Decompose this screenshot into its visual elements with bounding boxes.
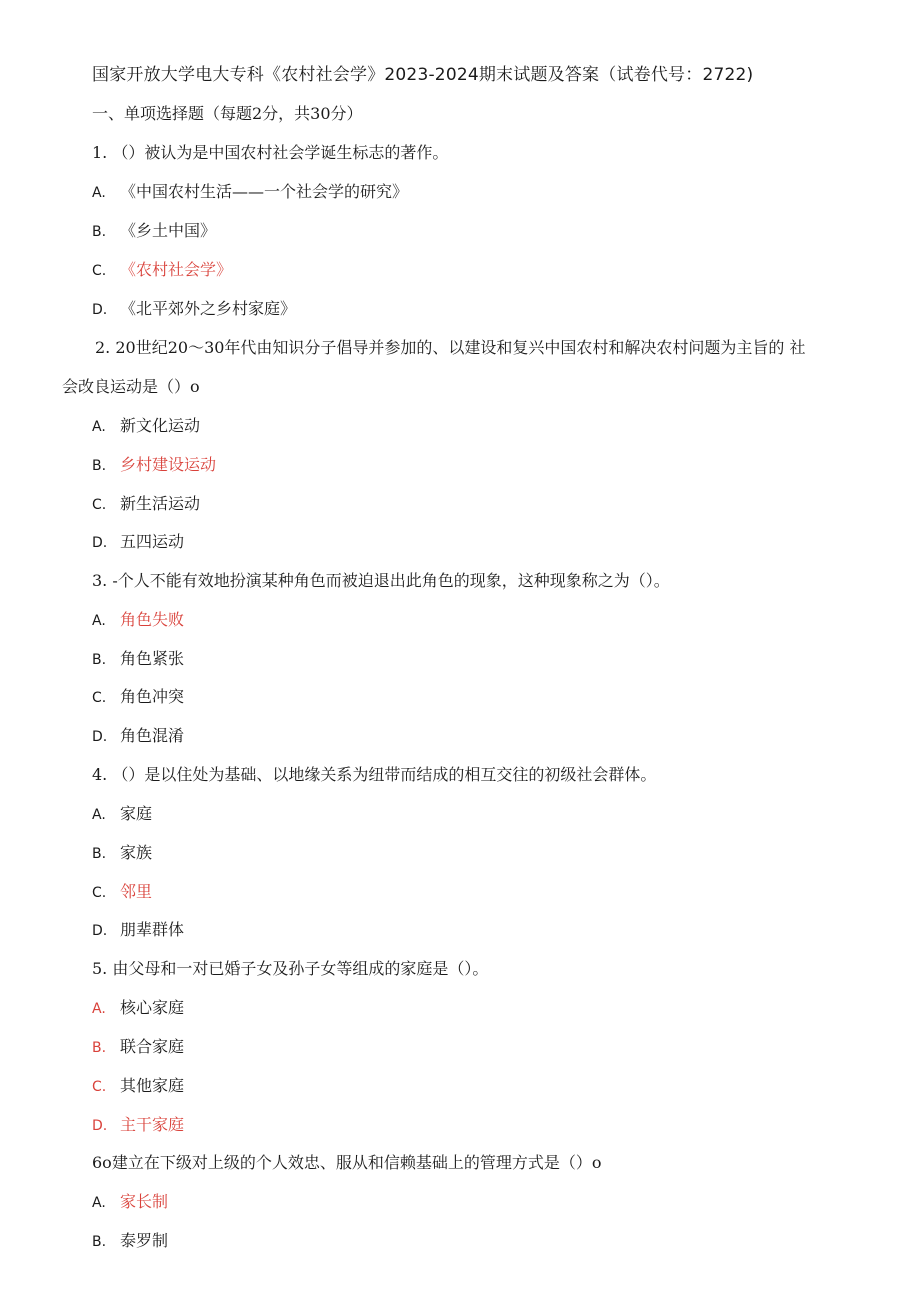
question-2-line-2: 会改良运动是（）o (62, 377, 200, 396)
question-4: 4. （）是以住处为基础、以地缘关系为纽带而结成的相互交往的初级社会群体。 (92, 765, 657, 784)
document-title: 国家开放大学电大专科《农村社会学》2023-2024期末试题及答案（试卷代号：2722) (92, 65, 754, 85)
q4-option-b: B. 家族 (92, 843, 153, 862)
q1-option-b: B. 《乡土中国》 (92, 221, 217, 240)
q6-option-a-answer: A. 家长制 (92, 1192, 169, 1211)
question-2-line-1: 2. 20世纪20～30年代由知识分子倡导并参加的、以建设和复兴中国农村和解决农村问题为主旨的 社 (95, 338, 806, 357)
q4-option-c-answer: C. 邻里 (92, 882, 153, 901)
q3-option-b: B. 角色紧张 (92, 649, 185, 668)
question-6: 6o建立在下级对上级的个人效忠、服从和信赖基础上的管理方式是（）o (92, 1153, 602, 1172)
q5-option-a: A. 核心家庭 (92, 998, 185, 1017)
q2-option-b-answer: B. 乡村建设运动 (92, 455, 217, 474)
question-1: 1. （）被认为是中国农村社会学诞生标志的著作。 (92, 143, 449, 162)
q2-option-a: A. 新文化运动 (92, 416, 201, 435)
q2-option-d: D. 五四运动 (92, 532, 185, 551)
section-heading: 一、单项选择题（每题2分，共30分） (92, 104, 363, 123)
q1-option-c-answer: C. 《农村社会学》 (92, 260, 233, 279)
q5-option-c: C. 其他家庭 (92, 1076, 185, 1095)
q1-option-a: A. 《中国农村生活——一个社会学的研究》 (92, 182, 409, 201)
q5-option-d-answer: D. 主干家庭 (92, 1115, 185, 1134)
question-5: 5. 由父母和一对已婚子女及孙子女等组成的家庭是（）。 (92, 959, 489, 978)
q3-option-d: D. 角色混淆 (92, 726, 185, 745)
q3-option-c: C. 角色冲突 (92, 687, 185, 706)
q4-option-a: A. 家庭 (92, 804, 153, 823)
q6-option-b: B. 泰罗制 (92, 1231, 169, 1250)
q5-option-b: B. 联合家庭 (92, 1037, 185, 1056)
q1-option-d: D. 《北平郊外之乡村家庭》 (92, 299, 297, 318)
q4-option-d: D. 朋辈群体 (92, 920, 185, 939)
q3-option-a-answer: A. 角色失败 (92, 610, 185, 629)
question-3: 3. -个人不能有效地扮演某种角色而被迫退出此角色的现象，这种现象称之为（）。 (92, 571, 670, 590)
q2-option-c: C. 新生活运动 (92, 494, 201, 513)
